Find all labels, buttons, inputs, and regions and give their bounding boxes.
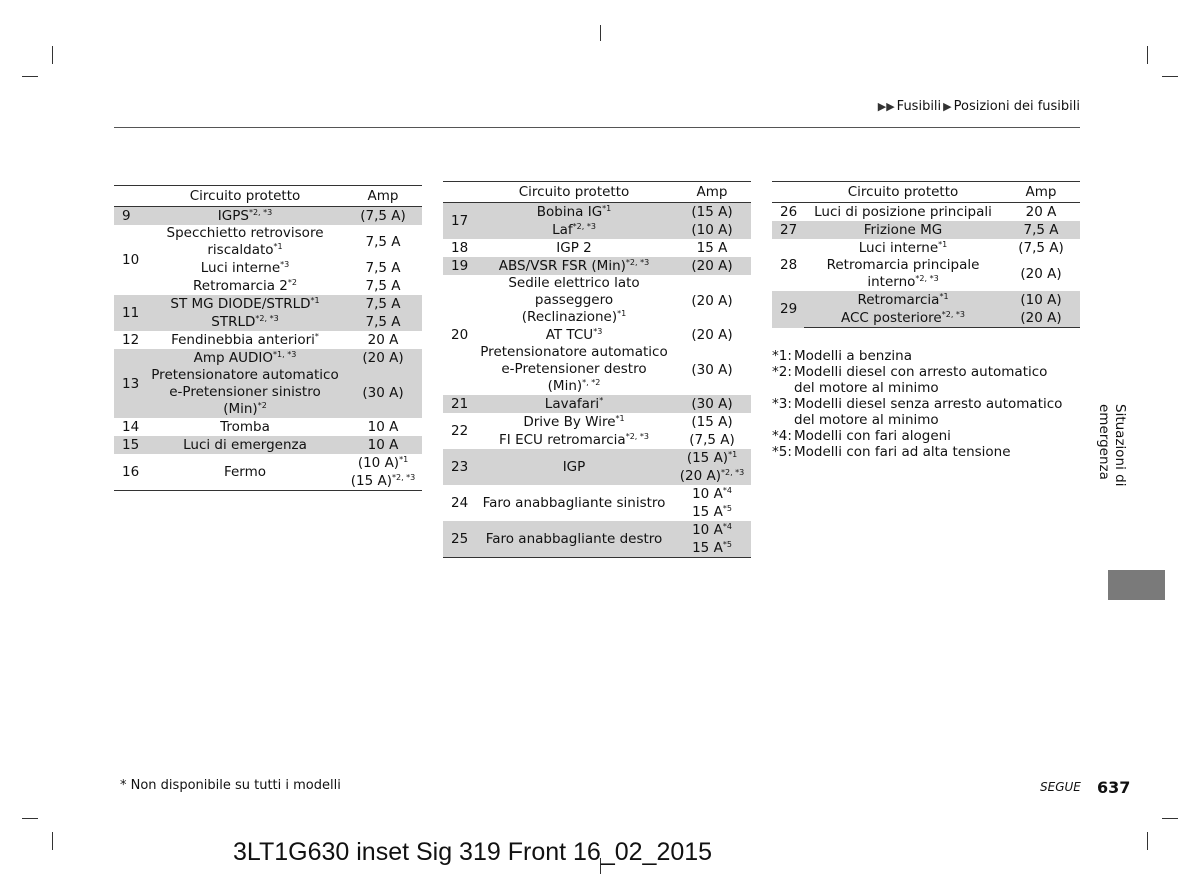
fuse-amp: (10 A) xyxy=(673,221,751,239)
fuse-amp: (20 A) xyxy=(673,257,751,275)
fuse-amp: (30 A) xyxy=(344,367,422,418)
fuse-circuit: Laf$^{*2, *3}$ xyxy=(475,221,673,239)
fuse-circuit: Faro anabbagliante sinistro xyxy=(482,494,666,511)
fuse-circuit: Fendinebbia anteriori* xyxy=(171,331,319,348)
fuse-amp: (15 A) xyxy=(673,203,751,222)
fuse-number: 17 xyxy=(443,203,475,240)
fuse-amp: 10 A xyxy=(344,436,422,454)
crop-mark xyxy=(52,46,53,64)
column-header-number xyxy=(114,186,146,207)
table-row xyxy=(443,449,751,485)
fuse-circuit: Lavafari* xyxy=(475,395,673,413)
fuse-number: 20 xyxy=(451,327,469,343)
table-row xyxy=(443,203,751,222)
column-header-circuit: Circuito protetto xyxy=(146,186,344,207)
fuse-amp: 7,5 A xyxy=(365,234,401,250)
table-row xyxy=(443,275,751,326)
fuse-amp: (10 A)$^{*1}$ (15 A)$^{*2, *3}$ xyxy=(344,454,422,491)
fuse-amp: (10 A) xyxy=(1002,291,1080,309)
fuse-number: 12 xyxy=(122,332,140,348)
fuse-amp: 7,5 A xyxy=(1002,221,1080,239)
table-row xyxy=(772,257,1080,291)
table-row xyxy=(443,521,751,558)
fuse-amp: 20 A xyxy=(1025,204,1057,220)
fuse-circuit: ABS/VSR FSR (Min)$^{*2, *3}$ xyxy=(475,257,673,275)
fuse-amp: (20 A) xyxy=(691,327,733,343)
table-row xyxy=(114,207,422,226)
fuse-amp: 7,5 A xyxy=(365,278,401,294)
fuse-circuit: Sedile elettrico lato passeggero (Reclinazione)$^{*1}$ xyxy=(508,275,640,325)
table-row xyxy=(772,291,1080,309)
fuse-number: 23 xyxy=(443,449,475,485)
table-row xyxy=(114,277,422,295)
table-row xyxy=(443,413,751,431)
fuse-amp: 20 A xyxy=(367,332,399,348)
continued-label: SEGUE xyxy=(1040,780,1081,794)
table-row xyxy=(114,418,422,436)
footnote: * Non disponibile su tutti i modelli xyxy=(120,778,341,793)
fuse-circuit: Luci di posizione principali xyxy=(814,203,992,220)
note-item: *1: Modelli a benzina xyxy=(772,348,912,364)
crop-mark xyxy=(1147,832,1148,850)
fuse-number: 10 xyxy=(122,252,140,268)
chapter-tab-marker xyxy=(1108,570,1165,600)
table-row xyxy=(114,295,422,313)
crop-mark xyxy=(22,818,38,819)
fuse-number: 24 xyxy=(451,495,469,511)
fuse-amp: 15 A xyxy=(696,240,728,256)
column-header-amp: Amp xyxy=(1002,182,1080,203)
fuse-circuit: Pretensionatore automatico e-Pretensioner sinistro (Min)$^{*2}$ xyxy=(146,367,344,418)
fuse-amp: 7,5 A xyxy=(365,260,401,276)
fuse-number: 19 xyxy=(443,257,475,275)
fuse-circuit: IGP xyxy=(475,449,673,485)
model-notes xyxy=(772,348,1072,460)
fuse-circuit: Retromarcia$^{*1}$ xyxy=(804,291,1002,309)
fuse-amp: (20 A) xyxy=(344,349,422,367)
fuse-number: 21 xyxy=(443,395,475,413)
table-row xyxy=(772,203,1080,222)
table-row xyxy=(443,239,751,257)
note-item: *2: Modelli diesel con arresto automatico del motore al minimo xyxy=(772,364,1048,396)
breadcrumb-page: Posizioni dei fusibili xyxy=(953,99,1080,114)
fuse-table-3 xyxy=(772,181,1080,328)
fuse-table-1 xyxy=(114,185,422,491)
fuse-amp: 10 $A^{*4}$ 15 $A^{*5}$ xyxy=(673,521,751,558)
fuse-number: 16 xyxy=(114,454,146,491)
fuse-number: 13 xyxy=(114,349,146,418)
table-row xyxy=(772,239,1080,257)
fuse-number: 14 xyxy=(122,419,140,435)
fuse-circuit: Retromarcia 2$^{*2}$ xyxy=(193,277,297,294)
fuse-amp: (20 A) xyxy=(691,292,733,309)
fuse-number: 9 xyxy=(114,207,146,226)
fuse-circuit: Amp $AUDIO^{*1, *3}$ xyxy=(146,349,344,367)
table-row xyxy=(772,221,1080,239)
table-row xyxy=(114,225,422,259)
note-item: *5: Modelli con fari ad alta tensione xyxy=(772,444,1011,460)
fuse-circuit: Bobina IG$^{*1}$ xyxy=(475,203,673,222)
arrow-icon: ▶ xyxy=(943,100,952,113)
fuse-number: 28 xyxy=(780,257,798,273)
fuse-number: 25 xyxy=(443,521,475,558)
fuse-amp: 10 $A^{*4}$ 15 $A^{*5}$ xyxy=(692,486,732,520)
fuse-circuit: Pretensionatore automatico e-Pretensioner destro (Min)$^{*, *2}$ xyxy=(480,344,668,394)
table-row xyxy=(443,485,751,521)
fuse-table-2 xyxy=(443,181,751,558)
column-header-amp: Amp xyxy=(673,182,751,203)
fuse-amp: (7,5 A) xyxy=(1018,240,1064,256)
table-row xyxy=(443,395,751,413)
table-row xyxy=(114,331,422,349)
print-slug: 3LT1G630 inset Sig 319 Front 16_02_2015 xyxy=(233,838,713,866)
fuse-circuit: Drive By Wire$^{*1}$ xyxy=(523,413,625,430)
table-row xyxy=(443,221,751,239)
breadcrumb xyxy=(878,99,1080,114)
table-row xyxy=(114,349,422,367)
table-row xyxy=(443,326,751,344)
fuse-amp: (15 A)$^{*1}$ (20 A)$^{*2, *3}$ xyxy=(673,449,751,485)
table-row xyxy=(114,454,422,491)
fuse-amp: (20 A) xyxy=(1020,266,1062,282)
fuse-amp: (15 A) xyxy=(691,414,733,430)
fuse-number: 15 xyxy=(114,436,146,454)
note-item: *4: Modelli con fari alogeni xyxy=(772,428,951,444)
crop-mark xyxy=(22,76,38,77)
table-row xyxy=(443,257,751,275)
chapter-side-tab: Situazioni di emergenza xyxy=(1096,404,1128,487)
crop-mark xyxy=(1162,76,1178,77)
fuse-circuit: ST MG DIODE/STRLD$^{*1}$ xyxy=(146,295,344,313)
fuse-number: 22 xyxy=(451,423,469,439)
fuse-circuit: Specchietto retrovisore riscaldato$^{*1}$ xyxy=(166,225,324,258)
fuse-number: 27 xyxy=(772,221,804,239)
table-row xyxy=(114,313,422,331)
fuse-amp: (7,5 A) xyxy=(689,432,735,448)
crop-mark xyxy=(52,832,53,850)
fuse-circuit: Luci di emergenza xyxy=(146,436,344,454)
fuse-circuit: Faro anabbagliante destro xyxy=(475,521,673,558)
fuse-circuit: Tromba xyxy=(220,418,270,435)
table-row xyxy=(443,344,751,395)
header-rule xyxy=(114,127,1080,128)
fuse-circuit: Retromarcia principale interno$^{*2, *3}$ xyxy=(826,257,980,290)
column-header-circuit: Circuito protetto xyxy=(475,182,673,203)
fuse-circuit: Fermo xyxy=(146,454,344,491)
fuse-amp: 7,5 A xyxy=(344,295,422,313)
fuse-amp: (30 A) xyxy=(691,361,733,378)
fuse-circuit: Frizione MG xyxy=(804,221,1002,239)
column-header-number xyxy=(772,182,804,203)
fuse-circuit: Luci interne$^{*3}$ xyxy=(200,259,290,276)
fuse-circuit: $IGPS^{*2, *3}$ xyxy=(146,207,344,226)
crop-mark xyxy=(1147,46,1148,64)
double-arrow-icon: ▶▶ xyxy=(877,100,895,113)
column-header-amp: Amp xyxy=(344,186,422,207)
fuse-number: 11 xyxy=(114,295,146,331)
table-row xyxy=(114,436,422,454)
fuse-number: 26 xyxy=(780,204,798,220)
crop-mark xyxy=(600,25,601,41)
table-row xyxy=(443,431,751,449)
fuse-circuit: AT TCU$^{*3}$ xyxy=(545,326,603,343)
fuse-amp: (7,5 A) xyxy=(344,207,422,226)
fuse-amp: 7,5 A xyxy=(344,313,422,331)
fuse-number: 18 xyxy=(451,240,469,256)
table-row xyxy=(114,367,422,418)
table-row xyxy=(772,309,1080,328)
crop-mark xyxy=(1162,818,1178,819)
page-number: 637 xyxy=(1097,778,1131,797)
fuse-circuit: FI ECU retromarcia$^{*2, *3}$ xyxy=(499,431,649,448)
note-item: *3: Modelli diesel senza arresto automatico del motore al minimo xyxy=(772,396,1063,428)
column-header-circuit: Circuito protetto xyxy=(804,182,1002,203)
fuse-circuit: $STRLD^{*2, *3}$ xyxy=(146,313,344,331)
column-header-number xyxy=(443,182,475,203)
table-row xyxy=(114,259,422,277)
fuse-circuit: Luci interne$^{*1}$ xyxy=(858,239,948,256)
fuse-amp: (20 A) xyxy=(1002,309,1080,328)
fuse-number: 29 xyxy=(772,291,804,328)
fuse-circuit: ACC posteriore$^{*2, *3}$ xyxy=(804,309,1002,328)
fuse-amp: 10 A xyxy=(367,419,399,435)
fuse-circuit: IGP 2 xyxy=(556,239,592,256)
fuse-amp: (30 A) xyxy=(673,395,751,413)
breadcrumb-section: Fusibili xyxy=(896,99,942,114)
